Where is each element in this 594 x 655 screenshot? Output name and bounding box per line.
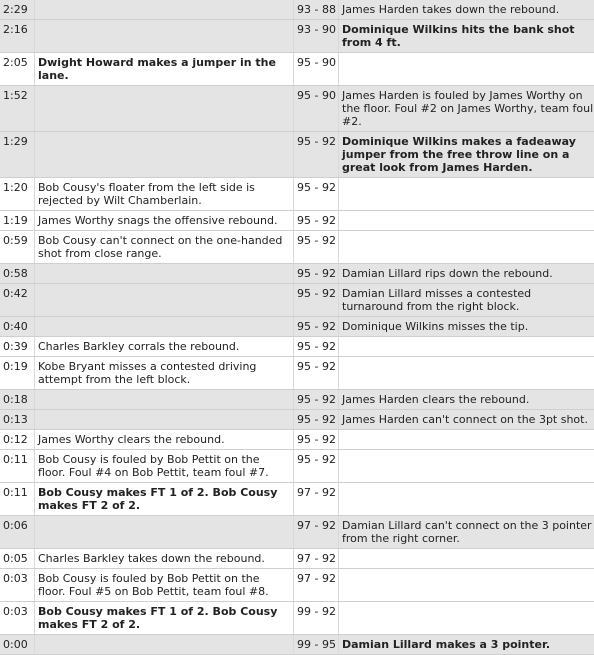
away-play-cell: James Worthy snags the offensive rebound. xyxy=(35,211,294,231)
play-row xyxy=(0,53,594,86)
time-cell: 2:29 xyxy=(0,0,35,20)
away-play-cell: Bob Cousy can't connect on the one-handed shot from close range. xyxy=(35,231,294,264)
time-cell: 0:00 xyxy=(0,635,35,655)
home-play-cell: James Harden is fouled by James Worthy on the floor. Foul #2 on James Worthy, team foul #2. xyxy=(339,86,594,132)
score-cell: 99 - 95 xyxy=(294,635,339,655)
away-play-cell xyxy=(35,410,294,430)
away-play-cell: Bob Cousy makes FT 1 of 2. Bob Cousy makes FT 2 of 2. xyxy=(35,602,294,635)
time-cell: 0:06 xyxy=(0,516,35,549)
home-play-cell xyxy=(339,430,594,450)
play-row xyxy=(0,549,594,569)
play-row xyxy=(0,231,594,264)
time-cell: 0:12 xyxy=(0,430,35,450)
time-cell: 0:03 xyxy=(0,569,35,602)
play-row xyxy=(0,569,594,602)
away-play-cell: Dwight Howard makes a jumper in the lane. xyxy=(35,53,294,86)
home-play-cell: James Harden can't connect on the 3pt shot. xyxy=(339,410,594,430)
play-row xyxy=(0,132,594,178)
score-cell: 99 - 92 xyxy=(294,602,339,635)
play-row xyxy=(0,178,594,211)
home-play-cell: James Harden takes down the rebound. xyxy=(339,0,594,20)
score-cell: 95 - 92 xyxy=(294,410,339,430)
time-cell: 0:19 xyxy=(0,357,35,390)
away-play-cell: Kobe Bryant misses a contested driving attempt from the left block. xyxy=(35,357,294,390)
time-cell: 0:40 xyxy=(0,317,35,337)
home-play-cell: Dominique Wilkins misses the tip. xyxy=(339,317,594,337)
play-row xyxy=(0,20,594,53)
away-play-cell xyxy=(35,0,294,20)
away-play-cell xyxy=(35,284,294,317)
home-play-cell xyxy=(339,231,594,264)
play-row xyxy=(0,264,594,284)
play-row xyxy=(0,0,594,20)
play-row xyxy=(0,430,594,450)
time-cell: 0:05 xyxy=(0,549,35,569)
time-cell: 0:11 xyxy=(0,483,35,516)
score-cell: 95 - 92 xyxy=(294,357,339,390)
home-play-cell xyxy=(339,337,594,357)
home-play-cell xyxy=(339,549,594,569)
time-cell: 0:13 xyxy=(0,410,35,430)
score-cell: 95 - 92 xyxy=(294,317,339,337)
time-cell: 0:18 xyxy=(0,390,35,410)
play-row xyxy=(0,602,594,635)
away-play-cell: Bob Cousy makes FT 1 of 2. Bob Cousy makes FT 2 of 2. xyxy=(35,483,294,516)
score-cell: 95 - 92 xyxy=(294,430,339,450)
away-play-cell: James Worthy clears the rebound. xyxy=(35,430,294,450)
away-play-cell xyxy=(35,390,294,410)
score-cell: 93 - 88 xyxy=(294,0,339,20)
away-play-cell xyxy=(35,264,294,284)
home-play-cell: Damian Lillard misses a contested turnaround from the right block. xyxy=(339,284,594,317)
time-cell: 0:39 xyxy=(0,337,35,357)
away-play-cell xyxy=(35,317,294,337)
time-cell: 2:16 xyxy=(0,20,35,53)
play-row xyxy=(0,317,594,337)
time-cell: 1:29 xyxy=(0,132,35,178)
play-row xyxy=(0,516,594,549)
play-row xyxy=(0,410,594,430)
home-play-cell xyxy=(339,178,594,211)
time-cell: 0:42 xyxy=(0,284,35,317)
score-cell: 95 - 90 xyxy=(294,53,339,86)
home-play-cell: Damian Lillard can't connect on the 3 pointer from the right corner. xyxy=(339,516,594,549)
score-cell: 95 - 92 xyxy=(294,284,339,317)
play-row xyxy=(0,635,594,655)
play-row xyxy=(0,86,594,132)
play-row xyxy=(0,284,594,317)
away-play-cell xyxy=(35,86,294,132)
home-play-cell: Dominique Wilkins hits the bank shot from 4 ft. xyxy=(339,20,594,53)
away-play-cell: Bob Cousy is fouled by Bob Pettit on the floor. Foul #5 on Bob Pettit, team foul #8. xyxy=(35,569,294,602)
score-cell: 95 - 92 xyxy=(294,211,339,231)
score-cell: 95 - 92 xyxy=(294,231,339,264)
score-cell: 95 - 92 xyxy=(294,264,339,284)
score-cell: 95 - 92 xyxy=(294,178,339,211)
away-play-cell xyxy=(35,132,294,178)
away-play-cell xyxy=(35,20,294,53)
away-play-cell: Charles Barkley corrals the rebound. xyxy=(35,337,294,357)
home-play-cell xyxy=(339,357,594,390)
time-cell: 0:03 xyxy=(0,602,35,635)
play-row xyxy=(0,450,594,483)
away-play-cell: Charles Barkley takes down the rebound. xyxy=(35,549,294,569)
score-cell: 97 - 92 xyxy=(294,483,339,516)
time-cell: 2:05 xyxy=(0,53,35,86)
home-play-cell: Damian Lillard rips down the rebound. xyxy=(339,264,594,284)
score-cell: 95 - 92 xyxy=(294,450,339,483)
away-play-cell xyxy=(35,635,294,655)
home-play-cell xyxy=(339,602,594,635)
play-row xyxy=(0,390,594,410)
time-cell: 1:52 xyxy=(0,86,35,132)
away-play-cell: Bob Cousy is fouled by Bob Pettit on the floor. Foul #4 on Bob Pettit, team foul #7. xyxy=(35,450,294,483)
score-cell: 97 - 92 xyxy=(294,516,339,549)
time-cell: 0:59 xyxy=(0,231,35,264)
score-cell: 93 - 90 xyxy=(294,20,339,53)
time-cell: 0:58 xyxy=(0,264,35,284)
home-play-cell xyxy=(339,450,594,483)
time-cell: 1:20 xyxy=(0,178,35,211)
time-cell: 0:11 xyxy=(0,450,35,483)
play-row xyxy=(0,483,594,516)
score-cell: 95 - 92 xyxy=(294,390,339,410)
home-play-cell: Dominique Wilkins makes a fadeaway jumper from the free throw line on a great look from James Harden. xyxy=(339,132,594,178)
home-play-cell xyxy=(339,569,594,602)
score-cell: 95 - 92 xyxy=(294,132,339,178)
home-play-cell: James Harden clears the rebound. xyxy=(339,390,594,410)
score-cell: 95 - 92 xyxy=(294,337,339,357)
away-play-cell: Bob Cousy's floater from the left side is rejected by Wilt Chamberlain. xyxy=(35,178,294,211)
play-row xyxy=(0,357,594,390)
home-play-cell xyxy=(339,211,594,231)
home-play-cell xyxy=(339,483,594,516)
away-play-cell xyxy=(35,516,294,549)
play-row xyxy=(0,337,594,357)
home-play-cell: Damian Lillard makes a 3 pointer. xyxy=(339,635,594,655)
score-cell: 97 - 92 xyxy=(294,549,339,569)
time-cell: 1:19 xyxy=(0,211,35,231)
home-play-cell xyxy=(339,53,594,86)
play-row xyxy=(0,211,594,231)
score-cell: 97 - 92 xyxy=(294,569,339,602)
score-cell: 95 - 90 xyxy=(294,86,339,132)
